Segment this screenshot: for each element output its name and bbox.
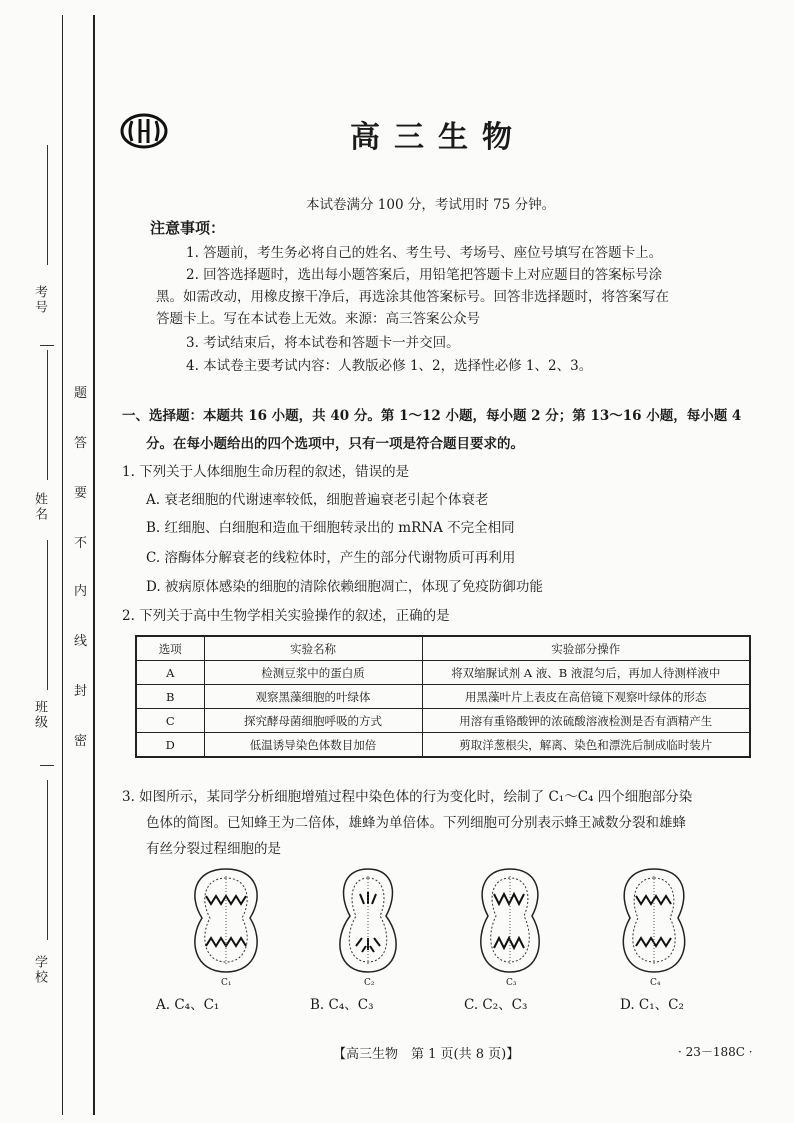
q1-option-a: A. 衰老细胞的代谢速率较低，细胞普遍衰老引起个体衰老 bbox=[146, 492, 489, 508]
seal-char-5: 内 bbox=[74, 584, 88, 599]
table-cell: 用溶有重铬酸钾的浓硫酸溶液检测是否有酒精产生 bbox=[422, 709, 750, 733]
exam-subtitle: 本试卷满分 100 分，考试用时 75 分钟。 bbox=[306, 197, 556, 213]
exam-number-blank[interactable] bbox=[47, 145, 48, 265]
q3-option-b: B. C₄、C₃ bbox=[310, 997, 374, 1013]
table-cell: 检测豆浆中的蛋白质 bbox=[204, 661, 422, 685]
table-cell: 将双缩脲试剂 A 液、B 液混匀后，再加人待测样液中 bbox=[422, 661, 750, 685]
seal-char-1: 题 bbox=[74, 386, 88, 401]
school-blank[interactable] bbox=[47, 780, 48, 940]
table-cell: 探究酵母菌细胞呼吸的方式 bbox=[204, 709, 422, 733]
publisher-logo-icon bbox=[120, 113, 168, 149]
class-blank[interactable] bbox=[47, 540, 48, 690]
q3-stem-line-1: 3. 如图所示，某同学分析细胞增殖过程中染色体的行为变化时，绘制了 C₁～C₄ 四个细胞部分染 bbox=[122, 789, 693, 805]
notice-line-6: 4. 本试卷主要考试内容：人教版必修 1、2，选择性必修 1、2、3。 bbox=[186, 358, 593, 374]
class-blank-end bbox=[40, 765, 54, 766]
cell-label-c4: C₄ bbox=[650, 978, 661, 988]
table-cell: C bbox=[136, 709, 204, 733]
notice-line-3: 黑。如需改动，用橡皮擦干净后，再选涂其他答案标号。回答非选择题时，将答案写在 bbox=[156, 289, 669, 305]
table-cell: D bbox=[136, 733, 204, 758]
table-row bbox=[136, 709, 750, 733]
table-row bbox=[136, 733, 750, 758]
seal-char-2: 答 bbox=[74, 436, 88, 451]
cell-diagram-c2 bbox=[326, 866, 410, 976]
cell-label-c1: C₁ bbox=[221, 978, 232, 988]
table-row bbox=[136, 685, 750, 709]
section-heading-line-1: 一、选择题：本题共 16 小题，共 40 分。第 1～12 小题，每小题 2 分；第 13～16 小题，每小题 4 bbox=[122, 408, 742, 424]
cell-diagram-c3 bbox=[468, 866, 552, 976]
q2-stem: 2. 下列关于高中生物学相关实验操作的叙述，正确的是 bbox=[122, 608, 450, 624]
exam-number-label: 考号 bbox=[32, 285, 47, 315]
page-footer: 【高三生物 第 1 页(共 8 页)】 bbox=[333, 1047, 520, 1062]
table-header-row bbox=[136, 636, 750, 661]
table-cell: 用黑藻叶片上表皮在高倍镜下观察叶绿体的形态 bbox=[422, 685, 750, 709]
cell-diagram-c4 bbox=[612, 866, 696, 976]
seal-char-3: 要 bbox=[74, 486, 88, 501]
table-cell: B bbox=[136, 685, 204, 709]
seal-char-7: 封 bbox=[74, 684, 88, 699]
seal-char-8: 密 bbox=[74, 734, 88, 749]
q1-option-c: C. 溶酶体分解衰老的线粒体时，产生的部分代谢物质可再利用 bbox=[146, 550, 516, 566]
notice-heading: 注意事项： bbox=[150, 219, 226, 237]
q1-stem: 1. 下列关于人体细胞生命历程的叙述，错误的是 bbox=[122, 464, 410, 480]
q3-stem-line-3: 有丝分裂过程细胞的是 bbox=[146, 841, 281, 857]
table-row bbox=[136, 661, 750, 685]
section-heading-line-2: 分。在每小题给出的四个选项中，只有一项是符合题目要求的。 bbox=[146, 436, 524, 452]
cell-label-c3: C₃ bbox=[506, 978, 517, 988]
school-label: 学校 bbox=[32, 955, 47, 985]
table-cell: 观察黑藻细胞的叶绿体 bbox=[204, 685, 422, 709]
seal-char-4: 不 bbox=[74, 536, 88, 551]
table-cell: 低温诱导染色体数目加倍 bbox=[204, 733, 422, 758]
q3-option-a: A. C₄、C₁ bbox=[156, 997, 220, 1013]
exam-number-blank-end bbox=[40, 345, 54, 346]
table-cell: A bbox=[136, 661, 204, 685]
table-header-option: 选项 bbox=[136, 636, 204, 661]
q1-option-d: D. 被病原体感染的细胞的清除依赖细胞凋亡，体现了免疫防御功能 bbox=[146, 579, 543, 595]
name-label: 姓名 bbox=[32, 492, 47, 522]
notice-line-2: 2. 回答选择题时，选出每小题答案后，用铅笔把答题卡上对应题目的答案标号涂 bbox=[186, 267, 663, 283]
name-blank[interactable] bbox=[47, 350, 48, 480]
binding-line-inner bbox=[93, 15, 95, 1115]
cell-diagram-c1 bbox=[184, 866, 268, 976]
experiment-table bbox=[135, 635, 751, 758]
table-cell: 剪取洋葱根尖，解离、染色和漂洗后制成临时装片 bbox=[422, 733, 750, 758]
notice-line-4: 答题卡上。写在本试卷上无效。来源：高三答案公众号 bbox=[156, 311, 480, 327]
exam-code: · 23－188C · bbox=[678, 1045, 753, 1059]
binding-line-outer bbox=[62, 15, 63, 1115]
q3-stem-line-2: 色体的简图。已知蜂王为二倍体，雄蜂为单倍体。下列细胞可分别表示蜂王减数分裂和雄蜂 bbox=[146, 815, 686, 831]
q3-option-c: C. C₂、C₃ bbox=[464, 997, 528, 1013]
cell-label-c2: C₂ bbox=[364, 978, 375, 988]
seal-char-6: 线 bbox=[74, 634, 88, 649]
page-title: 高三生物 bbox=[350, 120, 526, 155]
table-header-operation: 实验部分操作 bbox=[422, 636, 750, 661]
notice-line-5: 3. 考试结束后，将本试卷和答题卡一并交回。 bbox=[186, 335, 460, 351]
q3-option-d: D. C₁、C₂ bbox=[620, 997, 684, 1013]
notice-line-1: 1. 答题前，考生务必将自己的姓名、考生号、考场号、座位号填写在答题卡上。 bbox=[186, 245, 663, 261]
q1-option-b: B. 红细胞、白细胞和造血干细胞转录出的 mRNA 不完全相同 bbox=[146, 520, 515, 536]
table-header-experiment: 实验名称 bbox=[204, 636, 422, 661]
class-label: 班级 bbox=[32, 700, 47, 730]
